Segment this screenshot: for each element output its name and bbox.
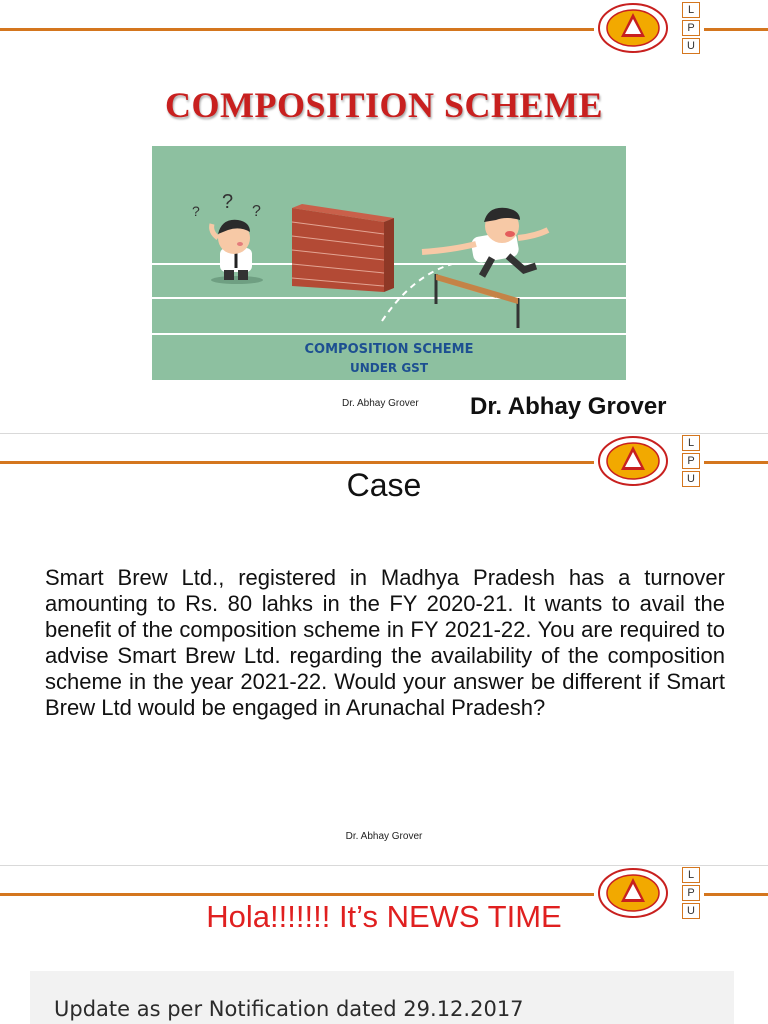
header-rule-left	[0, 893, 594, 896]
slide-title: COMPOSITION SCHEME	[164, 85, 604, 125]
lpu-letter-l: L	[682, 435, 700, 451]
slide-composition-scheme	[0, 0, 768, 433]
update-text: Update as per Notification dated 29.12.2017	[54, 997, 524, 1021]
slide-divider	[0, 865, 768, 866]
slide-case	[0, 433, 768, 865]
composition-scheme-illustration	[152, 146, 626, 380]
university-emblem-logo	[598, 2, 668, 54]
lpu-letter-p: P	[682, 453, 700, 469]
footer-credit-big: Dr. Abhay Grover	[470, 393, 667, 420]
lpu-letter-l: L	[682, 2, 700, 18]
question-mark-1: ?	[192, 203, 200, 219]
case-description: Smart Brew Ltd., registered in Madhya Pradesh has a turnover amounting to Rs. 80 lahks in the FY 2020-21. It wants to avail the benefit of the composition scheme in FY 2021-22. You are required to advise Smart Brew Ltd. regarding the availability of the composition scheme in the year 2021-22. Would your answer be different if Smart Brew Ltd would be engaged in Arunachal Pradesh?	[45, 565, 725, 720]
illustration-caption-line2: UNDER GST	[349, 361, 429, 375]
question-mark-2: ?	[222, 191, 234, 213]
lpu-letter-u: U	[682, 471, 700, 487]
news-title: Hola!!!!!!! It’s NEWS TIME	[206, 899, 562, 934]
header-rule-left	[0, 28, 594, 31]
header-rule-right	[704, 461, 768, 464]
brick-wall-icon	[292, 204, 394, 292]
lpu-letter-l: L	[682, 867, 700, 883]
lpu-letter-u: U	[682, 38, 700, 54]
header-rule-right	[704, 28, 768, 31]
lpu-letter-u: U	[682, 903, 700, 919]
slide-divider	[0, 433, 768, 434]
footer-credit-small: Dr. Abhay Grover	[342, 398, 419, 409]
footer-credit: Dr. Abhay Grover	[345, 831, 423, 842]
lpu-letter-p: P	[682, 20, 700, 36]
slide-news	[0, 865, 768, 1024]
header-rule-left	[0, 461, 594, 464]
slide-title: Case	[346, 467, 422, 503]
update-banner	[30, 971, 734, 1024]
question-mark-3: ?	[252, 203, 261, 220]
illustration-caption-line1: COMPOSITION SCHEME	[304, 342, 474, 357]
header-rule-right	[704, 893, 768, 896]
lpu-letter-p: P	[682, 885, 700, 901]
